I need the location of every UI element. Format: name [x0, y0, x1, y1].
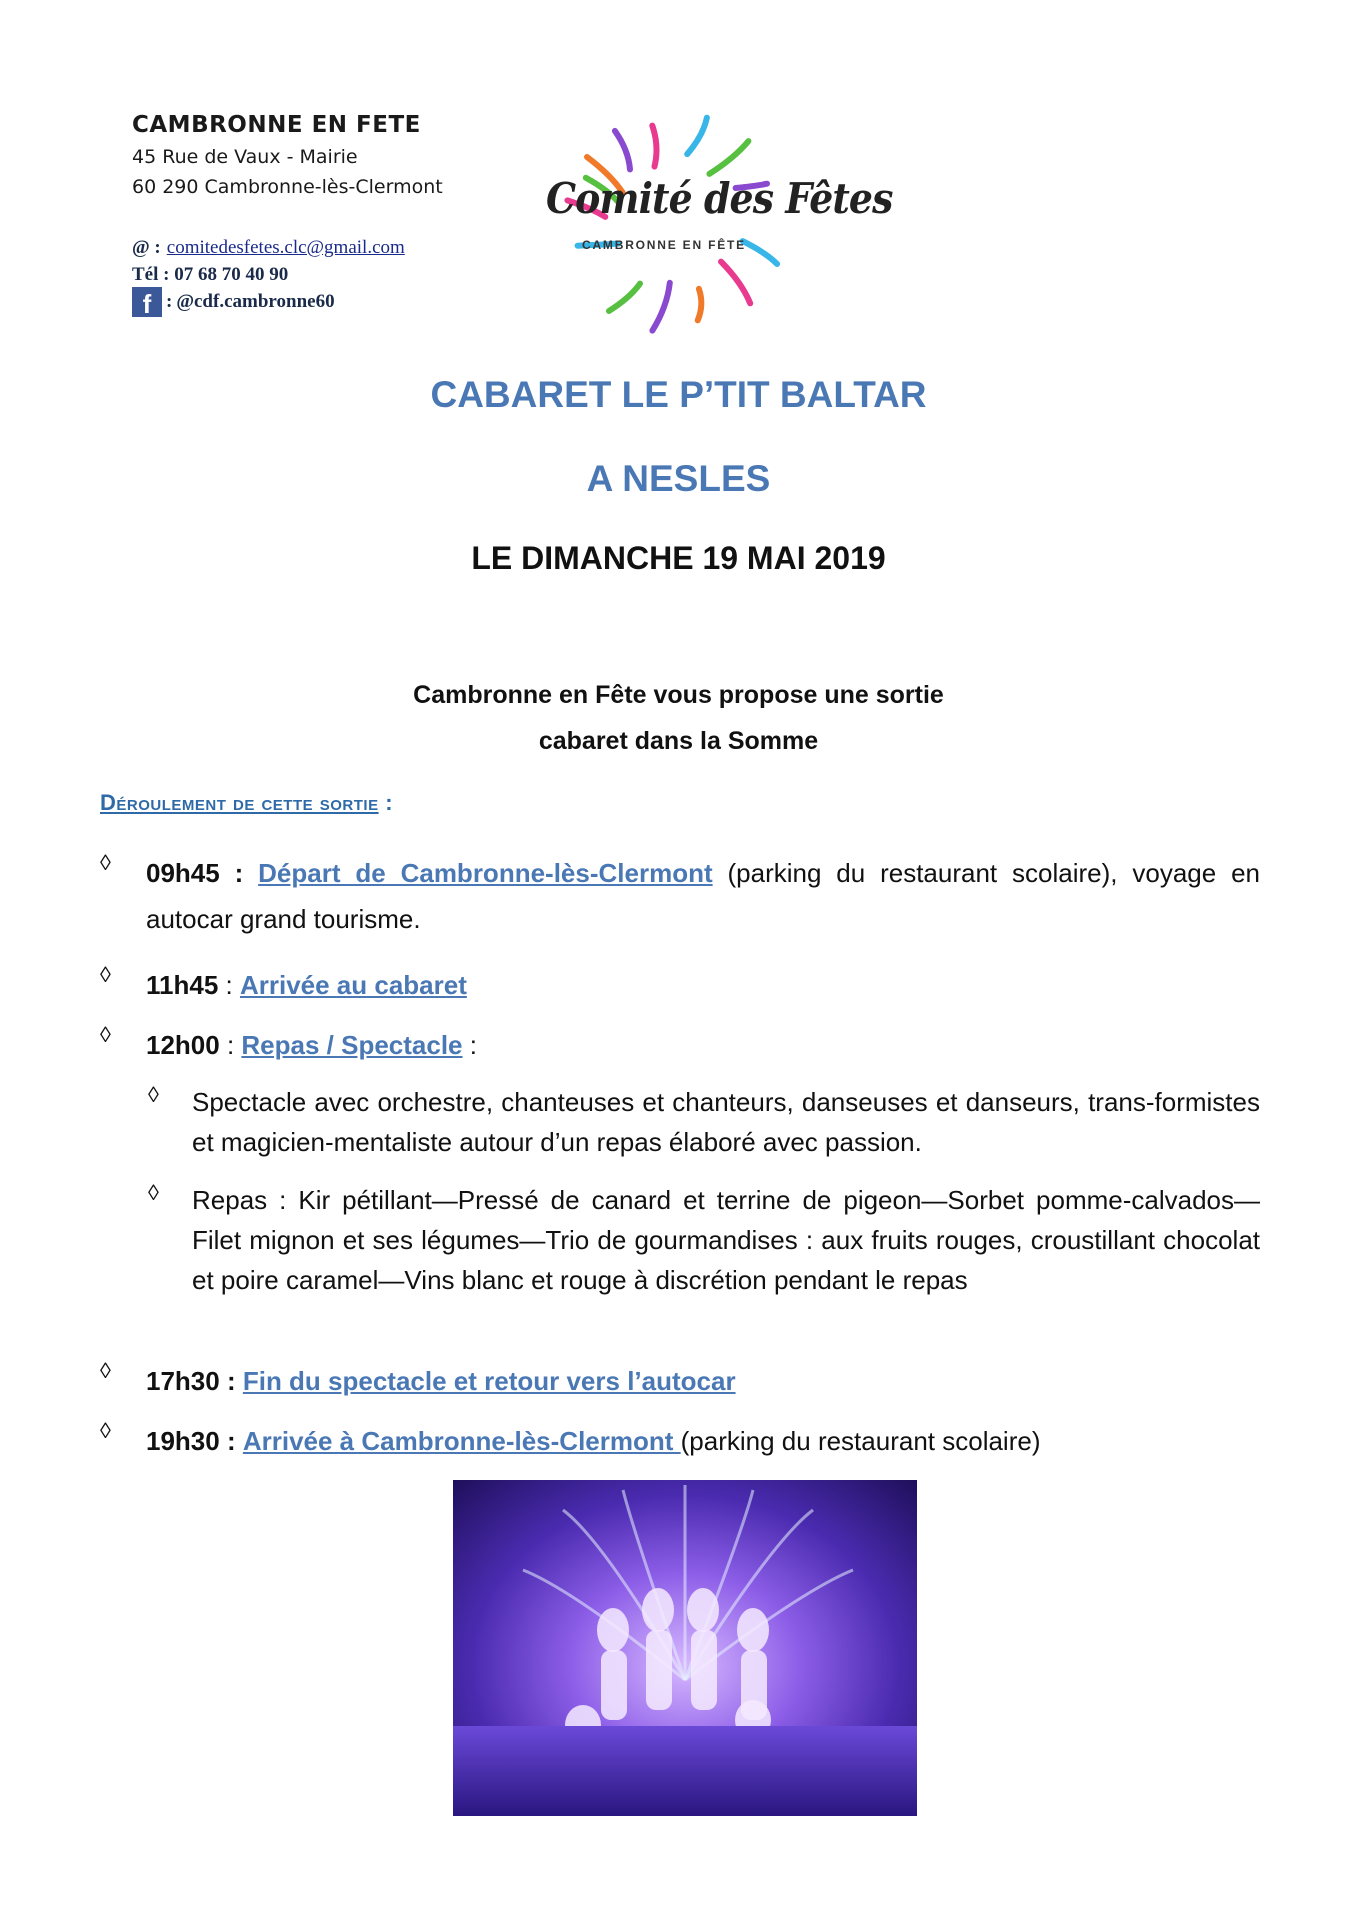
program-item-1200 — [100, 1022, 1260, 1068]
item-sep: : — [218, 970, 240, 1000]
item-rest: (parking du restaurant scolaire), voyage en autocar grand tourisme. — [146, 858, 1260, 934]
address-line-2: 60 290 Cambronne-lès-Clermont — [132, 176, 443, 198]
logo-ray — [615, 131, 630, 170]
cabaret-performers-photo — [453, 1480, 917, 1816]
facebook-row — [132, 288, 405, 319]
intro-line-1: Cambronne en Fête vous propose une sortie — [413, 681, 944, 709]
facebook-icon: f — [132, 287, 162, 317]
phone-text: Tél : 07 68 70 40 90 — [132, 263, 289, 285]
diamond-bullet-icon: ◊ — [148, 1082, 159, 1107]
comite-des-fetes-logo — [540, 108, 893, 338]
logo-ray — [687, 118, 707, 154]
sub-item-text: Repas : Kir pétillant—Pressé de canard et terrine de pigeon—Sorbet pomme-calvados—Filet mignon et ses légumes—Trio de gourmandises : aux fruits rouges, croustillant chocolat et poire caramel—Vins blanc et rouge à discrétion pendant le repas — [192, 1185, 1260, 1295]
item-step: Départ de Cambronne-lès-Clermont — [258, 858, 713, 888]
sub-item-spectacle — [148, 1082, 1260, 1162]
program-item-1930 — [100, 1418, 1260, 1464]
item-step: Arrivée à Cambronne-lès-Clermont — [242, 1426, 681, 1456]
diamond-bullet-icon: ◊ — [148, 1180, 159, 1205]
item-time: 12h00 — [146, 1030, 220, 1060]
program-heading-text: Déroulement de cette sortie — [100, 790, 379, 815]
org-address-block — [132, 112, 443, 206]
item-time: 11h45 — [146, 970, 219, 1000]
item-step: Repas / Spectacle — [241, 1030, 463, 1060]
item-time: 09h45 : — [146, 858, 244, 888]
phone-row — [132, 261, 405, 288]
email-row — [132, 234, 405, 261]
item-step: Fin du spectacle et retour vers l’autocar — [242, 1366, 736, 1396]
logo-subtitle: CAMBRONNE EN FÊTE — [582, 238, 746, 252]
item-rest: : — [462, 1030, 477, 1060]
event-title-line-1: CABARET LE P’TIT BALTAR — [430, 374, 927, 415]
program-heading — [100, 790, 393, 816]
diamond-bullet-icon: ◊ — [100, 962, 111, 987]
facebook-handle[interactable]: @cdf.cambronne60 — [176, 290, 335, 312]
event-title-line-2: A NESLES — [586, 458, 771, 499]
item-time: 19h30 : — [146, 1426, 236, 1456]
sub-item-text: Spectacle avec orchestre, chanteuses et chanteurs, danseuses et danseurs, trans-formistes et magicien-mentaliste autour d’un repas élaboré avec passion. — [192, 1087, 1260, 1157]
logo-ray — [652, 126, 656, 167]
facebook-prefix: : — [166, 290, 173, 312]
logo-ray — [743, 241, 778, 264]
intro-line-2: cabaret dans la Somme — [538, 727, 819, 755]
diamond-bullet-icon: ◊ — [100, 1022, 111, 1047]
event-date: LE DIMANCHE 19 MAI 2019 — [471, 540, 886, 576]
contact-block — [132, 234, 405, 319]
program-heading-suffix: : — [378, 790, 394, 815]
logo-ray — [609, 284, 640, 311]
email-link[interactable]: comitedesfetes.clc@gmail.com — [166, 236, 405, 258]
item-rest: (parking du restaurant scolaire) — [680, 1426, 1041, 1456]
diamond-bullet-icon: ◊ — [100, 1358, 111, 1383]
logo-ray — [709, 141, 748, 174]
program-item-1730 — [100, 1358, 1260, 1404]
firework-rays-icon — [540, 108, 810, 338]
diamond-bullet-icon: ◊ — [100, 1418, 111, 1443]
logo-ray — [721, 262, 750, 304]
event-intro — [0, 672, 1357, 764]
program-item-0945 — [100, 850, 1260, 942]
diamond-bullet-icon: ◊ — [100, 850, 111, 875]
logo-title: Comité des Fêtes — [546, 174, 893, 223]
logo-ray — [698, 289, 702, 321]
org-name: CAMBRONNE EN FETE — [132, 112, 421, 138]
stage-floor — [453, 1726, 917, 1816]
program-item-1145 — [100, 962, 1260, 1008]
item-step: Arrivée au cabaret — [239, 970, 467, 1000]
logo-ray — [652, 283, 669, 331]
sub-item-repas — [148, 1180, 1260, 1300]
address-line-1: 45 Rue de Vaux - Mairie — [132, 146, 358, 168]
item-sep: : — [219, 1030, 242, 1060]
item-time: 17h30 : — [146, 1366, 236, 1396]
email-prefix: @ : — [132, 236, 161, 258]
